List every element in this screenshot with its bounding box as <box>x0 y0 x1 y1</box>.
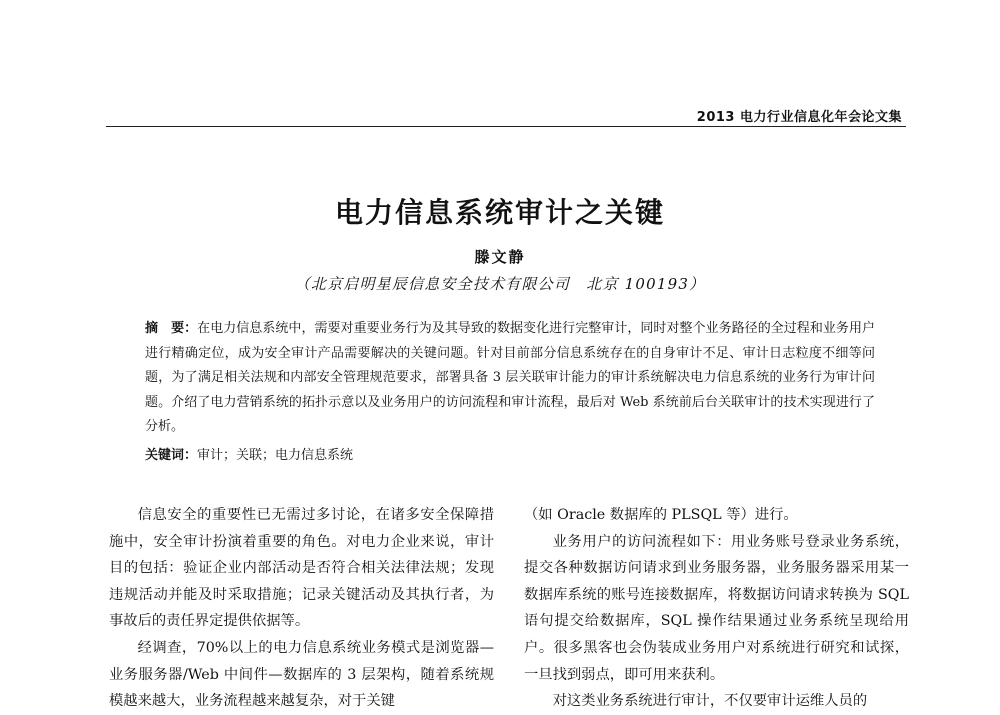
body-paragraph: 信息安全的重要性已无需过多讨论，在诸多安全保障措施中，安全审计扮演着重要的角色。对电力企业来说，审计目的包括：验证企业内部活动是否符合相关法律法规；发现违规活动并能及时采取措施；记录关键活动及其执行者，为事故后的责任界定提供依据等。 <box>109 507 494 630</box>
keywords-label: 关键词： <box>145 448 198 463</box>
author-affiliation: （北京启明星辰信息安全技术有限公司 北京 100193） <box>294 275 706 293</box>
keywords-text: 审计；关联；电力信息系统 <box>197 448 354 463</box>
abstract-text: 在电力信息系统中，需要对重要业务行为及其导致的数据变化进行完整审计，同时对整个业务路径的全过程和业务用户进行精确定位，成为安全审计产品需要解决的关键问题。针对目前部分信息系统存在的自身审计不足、审计日志粒度不细等问题，为了满足相关法规和内部安全管理规范要求，部署具备 3 层关联审计能力的审计系统解决电力信息系统的业务行为审计问题。介绍了电力营销系统的拓扑示意以及业务用户的访问流程和审计流程，最后对 Web 系统前后台关联审计的技术实现进行了分析。 <box>145 321 875 435</box>
header-rule <box>106 126 906 127</box>
body-paragraph-continued: （如 Oracle 数据库的 PLSQL 等）进行。 <box>524 507 798 523</box>
proceedings-title: 2013 电力行业信息化年会论文集 <box>696 110 902 125</box>
keywords <box>145 444 875 468</box>
body-paragraph: 对这类业务系统进行审计，不仅要审计运维人员的 <box>552 693 868 710</box>
body-paragraph: 经调查，70%以上的电力信息系统业务模式是浏览器—业务服务器/Web 中间件—数据库的 3 层架构，随着系统规模越来越大，业务流程越来越复杂，对于关键 <box>109 639 494 710</box>
author-name: 滕文静 <box>474 248 526 266</box>
running-header <box>0 104 1000 132</box>
body-column-left <box>109 502 494 715</box>
abstract-label: 摘 要： <box>145 321 198 336</box>
body-column-right <box>524 502 909 715</box>
body-paragraph: 业务用户的访问流程如下：用业务账号登录业务系统，提交各种数据访问请求到业务服务器，业务服务器采用某一数据库系统的账号连接数据库，将数据访问请求转换为 SQL 语句提交给数据库，SQL 操作结果通过业务系统呈现给用户。很多黑客也会伪装成业务用户对系统进行研究和试探，一旦找到弱点，即可用来获利。 <box>524 533 909 683</box>
paper-title: 电力信息系统审计之关键 <box>334 196 665 229</box>
abstract <box>145 317 875 440</box>
